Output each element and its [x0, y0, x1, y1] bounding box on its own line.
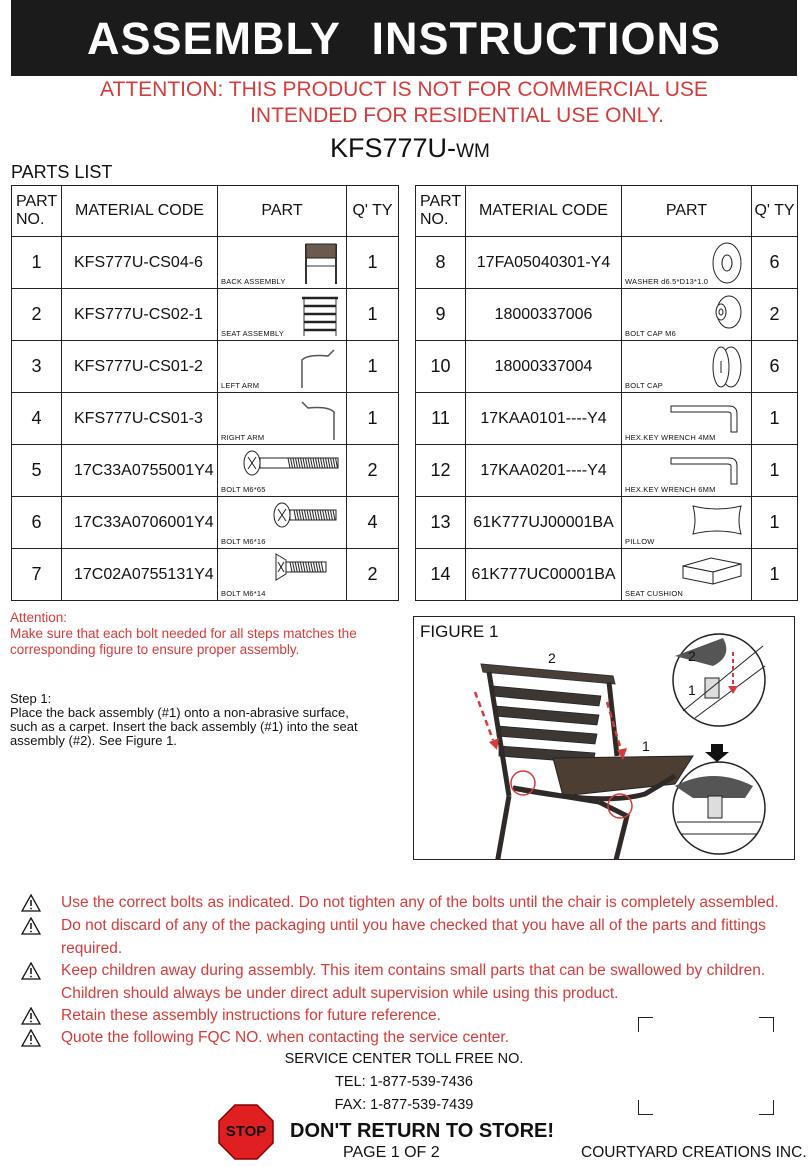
part-number: 9 [416, 289, 466, 341]
model-number [330, 132, 490, 168]
attention-banner-line1: ATTENTION: THIS PRODUCT IS NOT FOR COMMERCIAL USE [100, 78, 708, 101]
material-code: 17C33A0755001Y4 [62, 445, 218, 497]
parts-table-left [11, 185, 399, 601]
header-part-no: PART NO. [416, 186, 466, 237]
warning-text: Retain these assembly instructions for future reference. [61, 1007, 441, 1024]
part-label: PILLOW [625, 537, 655, 546]
material-code: 17C33A0706001Y4 [62, 497, 218, 549]
part-label: RIGHT ARM [221, 433, 265, 442]
attention-note [10, 610, 400, 658]
part-image-cell [622, 393, 752, 445]
part-number: 11 [416, 393, 466, 445]
part-qty: 1 [752, 497, 798, 549]
parts-row [12, 549, 399, 601]
material-code: 17C02A0755131Y4 [62, 549, 218, 601]
part-label: BOLT CAP M6 [625, 329, 676, 338]
part-qty: 1 [752, 549, 798, 601]
part-label: BOLT M6*16 [221, 537, 266, 546]
part-number: 12 [416, 445, 466, 497]
warning-text: Do not discard of any of the packaging until you have checked that you have all of the parts and fittings [61, 917, 766, 934]
part-qty: 6 [752, 341, 798, 393]
part-number: 6 [12, 497, 62, 549]
header-material-code: MATERIAL CODE [62, 186, 218, 237]
part-label: SEAT ASSEMBLY [221, 329, 285, 338]
parts-row [416, 549, 798, 601]
warning-triangle-icon [21, 1007, 41, 1025]
step-title: Step 1: [10, 691, 52, 706]
warning-text: Keep children away during assembly. This item contains small parts that can be swallowed by children. [61, 962, 766, 979]
part-label: LEFT ARM [221, 381, 260, 390]
parts-row [12, 341, 399, 393]
part-number: 4 [12, 393, 62, 445]
part-label: BOLT M6*65 [221, 485, 266, 494]
part-qty: 1 [347, 237, 399, 289]
warning-triangle-icon [21, 1029, 41, 1047]
part-qty: 1 [752, 393, 798, 445]
warning-text: Use the correct bolts as indicated. Do not tighten any of the bolts until the chair is completely assembled. [61, 894, 779, 911]
parts-table-right [415, 185, 798, 601]
part-image-cell [622, 445, 752, 497]
parts-row [416, 289, 798, 341]
company-name: COURTYARD CREATIONS INC. [581, 1144, 807, 1161]
part-qty: 1 [752, 445, 798, 497]
parts-row [416, 497, 798, 549]
part-label: SEAT CUSHION [625, 589, 683, 598]
warning-triangle-icon [21, 894, 41, 912]
parts-row [416, 341, 798, 393]
parts-row [12, 393, 399, 445]
part-number: 13 [416, 497, 466, 549]
part-qty: 1 [347, 341, 399, 393]
header-part-no: PART NO. [12, 186, 62, 237]
material-code: 61K777UJ00001BA [466, 497, 622, 549]
figure-label-2: 2 [548, 650, 556, 666]
part-qty: 2 [752, 289, 798, 341]
material-code: 17KAA0101----Y4 [466, 393, 622, 445]
part-image-cell [218, 497, 347, 549]
parts-row [12, 237, 399, 289]
parts-row [12, 497, 399, 549]
figure-label-1: 1 [642, 738, 650, 754]
step-line1: Place the back assembly (#1) onto a non-abrasive surface, [10, 705, 349, 720]
part-qty: 4 [347, 497, 399, 549]
detail-label-2: 2 [688, 648, 696, 664]
model-suffix: WM [456, 141, 490, 162]
part-image-cell [218, 393, 347, 445]
part-label: BOLT CAP [625, 381, 664, 390]
service-center-title: SERVICE CENTER TOLL FREE NO. [284, 1051, 524, 1067]
material-code: 18000337006 [466, 289, 622, 341]
header-material-code: MATERIAL CODE [466, 186, 622, 237]
dont-return-notice: DON'T RETURN TO STORE! [290, 1120, 555, 1142]
part-label: BOLT M6*14 [221, 589, 266, 598]
parts-list-title: PARTS LIST [11, 162, 113, 182]
part-image-cell [218, 341, 347, 393]
model-code: KFS777U- [330, 133, 457, 163]
part-image-cell [622, 237, 752, 289]
service-tel: TEL: 1-877-539-7436 [335, 1074, 473, 1090]
warning-text-cont: required. [61, 940, 123, 957]
part-number: 10 [416, 341, 466, 393]
part-number: 2 [12, 289, 62, 341]
part-number: 7 [12, 549, 62, 601]
part-image-cell [622, 341, 752, 393]
material-code: 61K777UC00001BA [466, 549, 622, 601]
stop-sign-label: STOP [225, 1123, 267, 1140]
warning-text-cont: Children should always be under direct adult supervision while using this product. [61, 985, 619, 1002]
header-part: PART [218, 186, 347, 237]
attention-note-line1: Make sure that each bolt needed for all steps matches the [10, 626, 357, 641]
page-number: PAGE 1 OF 2 [343, 1144, 440, 1161]
part-image-cell [622, 497, 752, 549]
attention-note-title: Attention: [10, 610, 68, 625]
page-title: ASSEMBLY INSTRUCTIONS [11, 0, 797, 76]
detail-label-1: 1 [688, 682, 696, 698]
part-image-cell [218, 289, 347, 341]
parts-row [416, 445, 798, 497]
parts-row [12, 445, 399, 497]
part-qty: 2 [347, 549, 399, 601]
step-1-instructions [10, 692, 400, 748]
part-image-cell [218, 445, 347, 497]
header-qty: Q' TY [347, 186, 399, 237]
part-number: 1 [12, 237, 62, 289]
part-label: WASHER d6.5*D13*1.0 [625, 277, 709, 286]
part-image-cell [218, 237, 347, 289]
part-number: 3 [12, 341, 62, 393]
material-code: 18000337004 [466, 341, 622, 393]
service-fax: FAX: 1-877-539-7439 [334, 1097, 474, 1113]
part-qty: 6 [752, 237, 798, 289]
material-code: KFS777U-CS04-6 [62, 237, 218, 289]
part-image-cell [218, 549, 347, 601]
figure-title: FIGURE 1 [420, 622, 499, 641]
part-image-cell [622, 289, 752, 341]
material-code: 17KAA0201----Y4 [466, 445, 622, 497]
step-line2: such as a carpet. Insert the back assembly (#1) into the seat [10, 719, 358, 734]
material-code: 17FA05040301-Y4 [466, 237, 622, 289]
part-label: HEX.KEY WRENCH 6MM [625, 485, 716, 494]
part-number: 5 [12, 445, 62, 497]
part-qty: 2 [347, 445, 399, 497]
part-label: HEX.KEY WRENCH 4MM [625, 433, 716, 442]
part-number: 8 [416, 237, 466, 289]
header-part: PART [622, 186, 752, 237]
parts-row [416, 393, 798, 445]
part-number: 14 [416, 549, 466, 601]
step-line3: assembly (#2). See Figure 1. [10, 733, 177, 748]
part-label: BACK ASSEMBLY [221, 277, 286, 286]
warning-triangle-icon [21, 917, 41, 935]
part-qty: 1 [347, 393, 399, 445]
part-qty: 1 [347, 289, 399, 341]
material-code: KFS777U-CS01-3 [62, 393, 218, 445]
chair-assembly-illustration [413, 616, 795, 860]
material-code: KFS777U-CS01-2 [62, 341, 218, 393]
attention-note-line2: corresponding figure to ensure proper assembly. [10, 642, 300, 657]
header-qty: Q' TY [752, 186, 798, 237]
attention-banner-line2: INTENDED FOR RESIDENTIAL USE ONLY. [250, 104, 664, 127]
part-image-cell [622, 549, 752, 601]
warning-text: Quote the following FQC NO. when contacting the service center. [61, 1029, 510, 1046]
parts-row [416, 237, 798, 289]
warning-triangle-icon [21, 962, 41, 980]
material-code: KFS777U-CS02-1 [62, 289, 218, 341]
parts-row [12, 289, 399, 341]
